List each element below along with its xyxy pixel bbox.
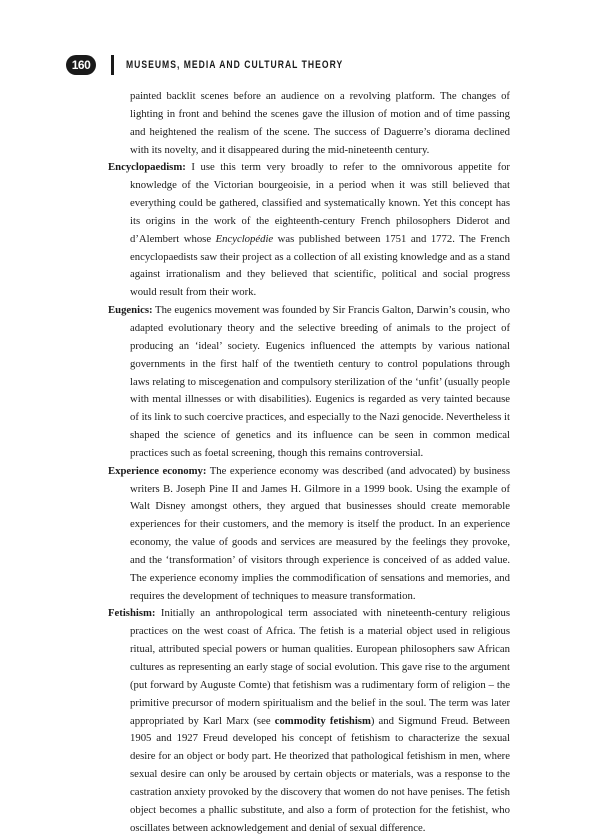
cross-reference: commodity fetishism [274, 714, 371, 727]
glossary-entry-eugenics [108, 302, 510, 463]
header-divider [111, 55, 114, 75]
entry-term: Fetishism: [108, 607, 156, 620]
entry-definition: I use this term very broadly to refer to the omnivorous appetite for knowledge of the Victorian bourgeoisie, in a period when it was still believed that everything could be gathered, classified and systematically known. Yet this concept has its origins in the work of the eighteenth-century French philosophers Diderot and d’Alembert whose [130, 161, 510, 245]
entry-definition: The eugenics movement was founded by Sir Francis Galton, Darwin’s cousin, who adapted evolutionary theory and the selective breeding of animals to the project of producing an ‘ideal’ society. Eugenics influenced the attempts by various national governments in the first half of the twentieth century to control populations through laws relating to miscegenation and compulsory sterilization of the ‘unfit’ (usually people with mental illnesses or with disabilities). Eugenics is regarded as very tainted because of its link to such coercive practices, and especially to the Nazi genocide. Nevertheless it shaped the science of genetics and its influence can be seen in common medical practices such as foetal screening, though this remains controversial. [130, 304, 510, 459]
continued-entry-text: painted backlit scenes before an audience on a revolving platform. The changes of lighting in front and behind the scenes gave the illusion of motion and of time passing and heightened the realism of the scene. The success of Daguerre’s diorama declined with its novelty, and it disappeared during the mid-nineteenth century. [130, 90, 510, 156]
entry-definition: Initially an anthropological term associated with nineteenth-century religious practices on the west coast of Africa. The fetish is a material object used in religious ritual, attributed special powers or human qualities. European philosophers saw African cultures as representing an early stage of social evolution. This gave rise to the argument (put forward by Auguste Comte) that fetishism was a rudimentary form of religion – the primitive precursor of modern spiritualism and the belief in the soul. The term was later appropriated by Karl Marx (see [130, 607, 510, 727]
entry-term: Encyclopaedism: [108, 161, 186, 174]
glossary-entry-experience-economy [108, 463, 510, 606]
entry-definition-cont: was published between 1751 and 1772. The French encyclopaedists saw their project as a collection of all existing knowledge and as a stand against irrationalism and they believed that scientific, political and social progress would result from their work. [130, 232, 510, 299]
entry-term: Experience economy: [108, 464, 207, 477]
entry-definition: The experience economy was described (and advocated) by business writers B. Joseph Pine II and James H. Gilmore in a 1999 book. Using the example of Walt Disney amongst others, they argued that businesses should create memorable experiences for their customers, and the memory is itself the product. In an experience economy, the value of goods and services are measured by the feelings they provoke, and the ‘transformation’ of visitors through experience is conceived of as added value. The experience economy implies the commodification of sensations and memories, and requires the development of techniques to measure transformation. [130, 464, 510, 602]
entry-definition-cont: ) and Sigmund Freud. Between 1905 and 1927 Freud developed his concept of fetishism to characterize the sexual desire for an object or body part. He theorized that pathological fetishism in men, where sexual desire can only be aroused by certain objects or materials, was a response to the castration anxiety provoked by the discovery that women do not have penises. The fetish object becomes a phallic substitute, and also a form of protection for the fetishist, who oscillates between acknowledgement and denial of sexual difference. [130, 714, 510, 834]
entry-italic-title: Encyclopédie [215, 232, 274, 245]
running-title: MUSEUMS, MEDIA AND CULTURAL THEORY [126, 59, 344, 71]
glossary-entry-encyclopaedism [108, 159, 510, 302]
glossary-body [108, 88, 510, 837]
glossary-entry-fetishism [108, 605, 510, 837]
page-number: 160 [66, 55, 96, 75]
entry-term: Eugenics: [108, 304, 153, 317]
running-header [66, 54, 404, 76]
